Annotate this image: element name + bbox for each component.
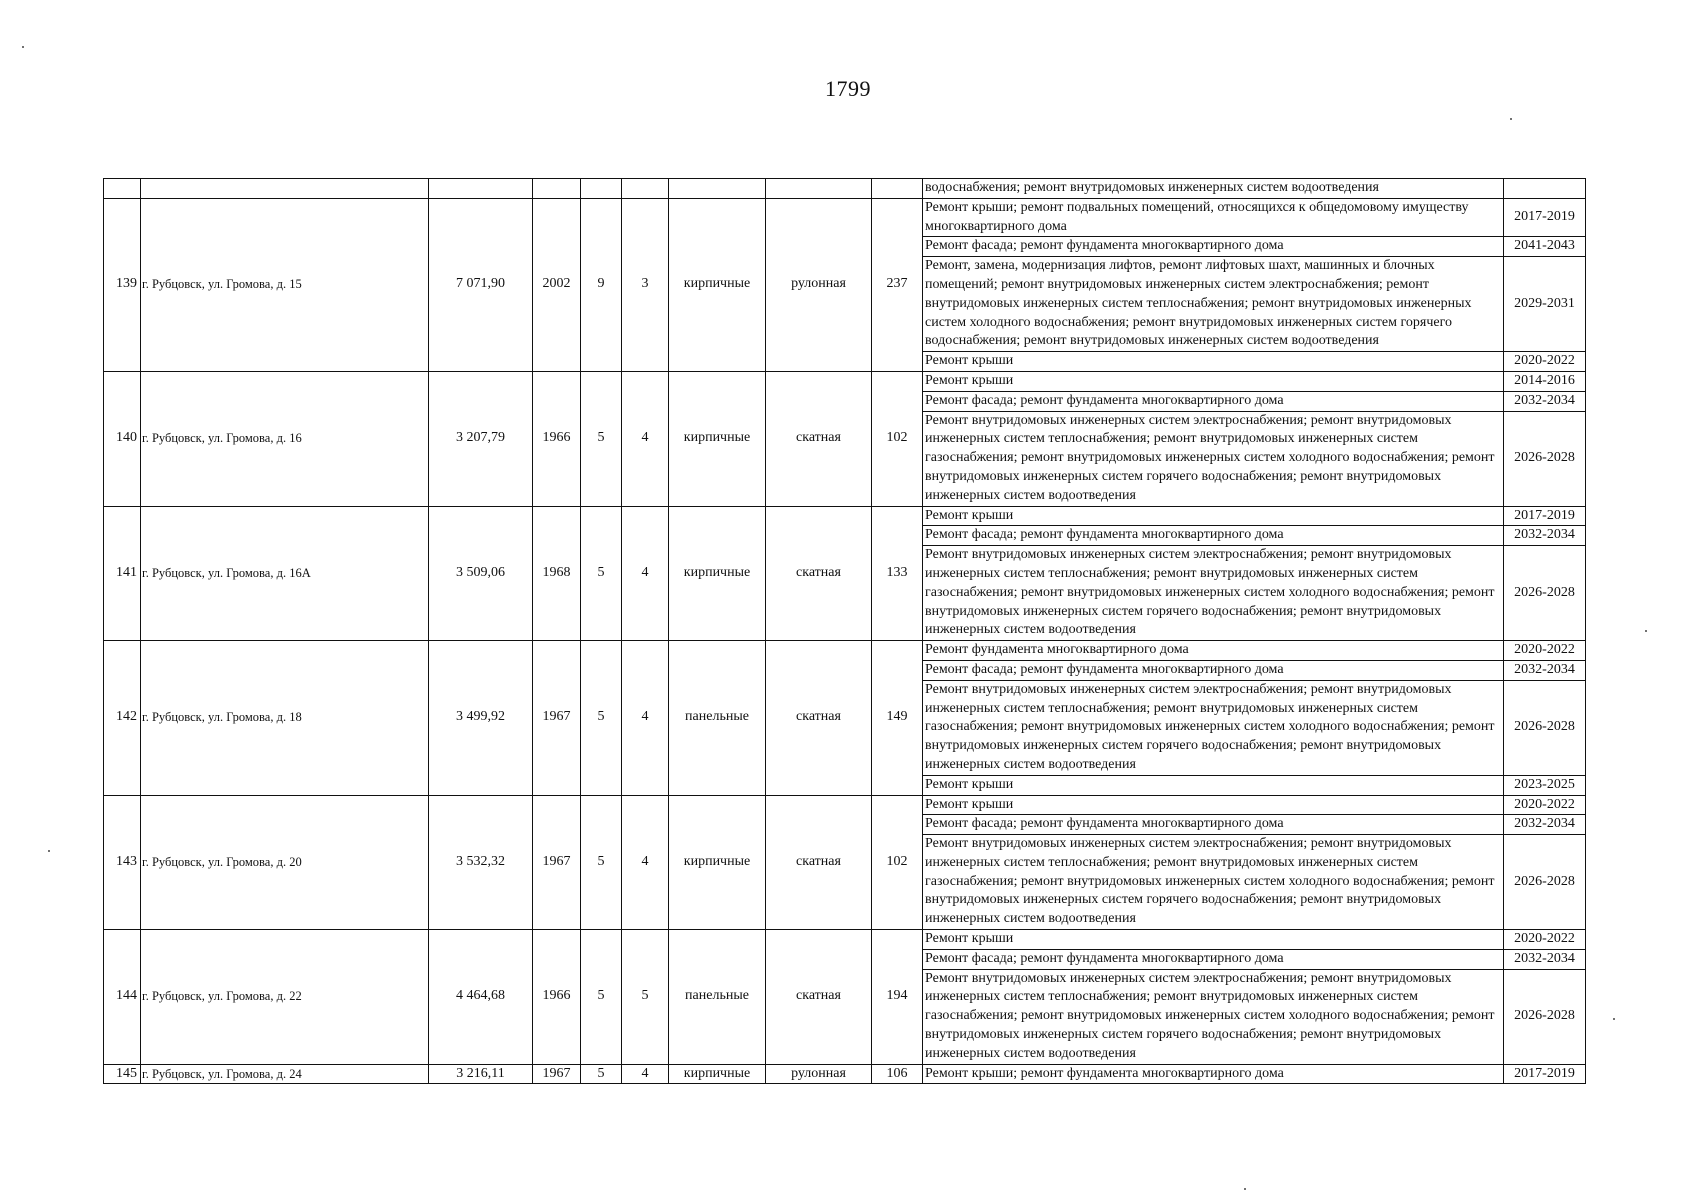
year-cell: 1968: [533, 506, 581, 641]
area-cell: 3 216,11: [429, 1064, 533, 1084]
work-cell: Ремонт крыши: [923, 795, 1504, 815]
num-cell: 139: [104, 198, 141, 371]
period-cell: 2032-2034: [1504, 815, 1586, 835]
entrances-cell: 4: [622, 371, 669, 506]
work-cell: Ремонт крыши: [923, 506, 1504, 526]
year-cell: 2002: [533, 198, 581, 371]
period-cell: 2017-2019: [1504, 198, 1586, 237]
work-cell: Ремонт фасада; ремонт фундамента многоквартирного дома: [923, 949, 1504, 969]
period-cell: 2032-2034: [1504, 391, 1586, 411]
year-cell: 1966: [533, 930, 581, 1065]
table-row: [104, 506, 1586, 526]
address-cell: г. Рубцовск, ул. Громова, д. 15: [141, 198, 429, 371]
work-cell: водоснабжения; ремонт внутридомовых инженерных систем водоотведения: [923, 179, 1504, 199]
address-cell: [141, 179, 429, 199]
entrances-cell: 4: [622, 641, 669, 795]
residents-cell: 102: [872, 795, 923, 930]
floors-cell: 5: [581, 795, 622, 930]
num-cell: 145: [104, 1064, 141, 1084]
residents-cell: 102: [872, 371, 923, 506]
num-cell: [104, 179, 141, 199]
scan-speck: [48, 850, 50, 852]
roof-cell: скатная: [766, 795, 872, 930]
period-cell: 2020-2022: [1504, 352, 1586, 372]
address-cell: г. Рубцовск, ул. Громова, д. 24: [141, 1064, 429, 1084]
residents-cell: [872, 179, 923, 199]
work-cell: Ремонт крыши; ремонт фундамента многоквартирного дома: [923, 1064, 1504, 1084]
floors-cell: 5: [581, 930, 622, 1065]
table-row: [104, 1064, 1586, 1084]
roof-cell: скатная: [766, 930, 872, 1065]
year-cell: 1967: [533, 795, 581, 930]
roof-cell: скатная: [766, 506, 872, 641]
floors-cell: 9: [581, 198, 622, 371]
year-cell: 1967: [533, 641, 581, 795]
roof-cell: скатная: [766, 371, 872, 506]
continuation-row: [104, 179, 1586, 199]
num-cell: 142: [104, 641, 141, 795]
address-cell: г. Рубцовск, ул. Громова, д. 16: [141, 371, 429, 506]
period-cell: 2032-2034: [1504, 949, 1586, 969]
work-cell: Ремонт крыши: [923, 352, 1504, 372]
roof-cell: скатная: [766, 641, 872, 795]
walls-cell: кирпичные: [669, 198, 766, 371]
walls-cell: кирпичные: [669, 371, 766, 506]
walls-cell: панельные: [669, 930, 766, 1065]
table-row: [104, 641, 1586, 661]
work-cell: Ремонт внутридомовых инженерных систем электроснабжения; ремонт внутридомовых инженерных систем теплоснабжения; ремонт внутридомовых инженерных систем газоснабжения; ремонт внутридомовых инженерных систем холодного водоснабжения; ремонт внутридомовых инженерных систем горячего водоснабжения; ремонт внутридомовых инженерных систем водоотведения: [923, 680, 1504, 775]
page-number: 1799: [825, 76, 871, 101]
residents-cell: 133: [872, 506, 923, 641]
table-row: [104, 198, 1586, 237]
year-cell: [533, 179, 581, 199]
table-row: [104, 371, 1586, 391]
work-cell: Ремонт фасада; ремонт фундамента многоквартирного дома: [923, 391, 1504, 411]
walls-cell: кирпичные: [669, 506, 766, 641]
period-cell: 2026-2028: [1504, 411, 1586, 506]
area-cell: [429, 179, 533, 199]
work-cell: Ремонт крыши: [923, 775, 1504, 795]
work-cell: Ремонт крыши: [923, 371, 1504, 391]
year-cell: 1967: [533, 1064, 581, 1084]
residents-cell: 237: [872, 198, 923, 371]
walls-cell: панельные: [669, 641, 766, 795]
work-cell: Ремонт фасада; ремонт фундамента многоквартирного дома: [923, 660, 1504, 680]
entrances-cell: 4: [622, 795, 669, 930]
num-cell: 141: [104, 506, 141, 641]
work-cell: Ремонт, замена, модернизация лифтов, ремонт лифтовых шахт, машинных и блочных помещений; ремонт внутридомовых инженерных систем электроснабжения; ремонт внутридомовых инженерных систем теплоснабжения; ремонт внутридомовых инженерных систем холодного водоснабжения; ремонт внутридомовых инженерных систем горячего водоснабжения; ремонт внутридомовых инженерных систем водоотведения: [923, 257, 1504, 352]
residents-cell: 106: [872, 1064, 923, 1084]
period-cell: 2014-2016: [1504, 371, 1586, 391]
scan-speck: [1510, 118, 1512, 120]
walls-cell: [669, 179, 766, 199]
period-cell: 2017-2019: [1504, 506, 1586, 526]
work-cell: Ремонт фасада; ремонт фундамента многоквартирного дома: [923, 815, 1504, 835]
year-cell: 1966: [533, 371, 581, 506]
table-row: [104, 795, 1586, 815]
floors-cell: 5: [581, 1064, 622, 1084]
work-cell: Ремонт крыши: [923, 930, 1504, 950]
work-cell: Ремонт внутридомовых инженерных систем электроснабжения; ремонт внутридомовых инженерных систем теплоснабжения; ремонт внутридомовых инженерных систем газоснабжения; ремонт внутридомовых инженерных систем холодного водоснабжения; ремонт внутридомовых инженерных систем горячего водоснабжения; ремонт внутридомовых инженерных систем водоотведения: [923, 411, 1504, 506]
period-cell: 2026-2028: [1504, 969, 1586, 1064]
work-cell: Ремонт фасада; ремонт фундамента многоквартирного дома: [923, 237, 1504, 257]
address-cell: г. Рубцовск, ул. Громова, д. 16А: [141, 506, 429, 641]
period-cell: 2026-2028: [1504, 835, 1586, 930]
scan-speck: [1645, 630, 1647, 632]
entrances-cell: 3: [622, 198, 669, 371]
floors-cell: 5: [581, 506, 622, 641]
table-row: [104, 930, 1586, 950]
period-cell: 2020-2022: [1504, 795, 1586, 815]
entrances-cell: [622, 179, 669, 199]
residents-cell: 194: [872, 930, 923, 1065]
period-cell: 2026-2028: [1504, 680, 1586, 775]
period-cell: 2026-2028: [1504, 546, 1586, 641]
period-cell: 2017-2019: [1504, 1064, 1586, 1084]
scan-speck: [1244, 1188, 1246, 1190]
roof-cell: [766, 179, 872, 199]
scan-speck: [1613, 1018, 1615, 1020]
address-cell: г. Рубцовск, ул. Громова, д. 18: [141, 641, 429, 795]
work-cell: Ремонт внутридомовых инженерных систем электроснабжения; ремонт внутридомовых инженерных систем теплоснабжения; ремонт внутридомовых инженерных систем газоснабжения; ремонт внутридомовых инженерных систем холодного водоснабжения; ремонт внутридомовых инженерных систем горячего водоснабжения; ремонт внутридомовых инженерных систем водоотведения: [923, 546, 1504, 641]
residents-cell: 149: [872, 641, 923, 795]
entrances-cell: 4: [622, 1064, 669, 1084]
scan-speck: [22, 46, 24, 48]
entrances-cell: 4: [622, 506, 669, 641]
period-cell: 2041-2043: [1504, 237, 1586, 257]
walls-cell: кирпичные: [669, 1064, 766, 1084]
period-cell: 2020-2022: [1504, 930, 1586, 950]
address-cell: г. Рубцовск, ул. Громова, д. 22: [141, 930, 429, 1065]
num-cell: 143: [104, 795, 141, 930]
area-cell: 3 207,79: [429, 371, 533, 506]
repair-schedule-table: [103, 178, 1586, 1084]
work-cell: Ремонт крыши; ремонт подвальных помещений, относящихся к общедомовому имуществу многоквартирного дома: [923, 198, 1504, 237]
floors-cell: 5: [581, 641, 622, 795]
roof-cell: рулонная: [766, 198, 872, 371]
period-cell: 2032-2034: [1504, 660, 1586, 680]
roof-cell: рулонная: [766, 1064, 872, 1084]
period-cell: 2032-2034: [1504, 526, 1586, 546]
entrances-cell: 5: [622, 930, 669, 1065]
area-cell: 3 509,06: [429, 506, 533, 641]
num-cell: 144: [104, 930, 141, 1065]
period-cell: [1504, 179, 1586, 199]
period-cell: 2020-2022: [1504, 641, 1586, 661]
work-cell: Ремонт фундамента многоквартирного дома: [923, 641, 1504, 661]
work-cell: Ремонт внутридомовых инженерных систем электроснабжения; ремонт внутридомовых инженерных систем теплоснабжения; ремонт внутридомовых инженерных систем газоснабжения; ремонт внутридомовых инженерных систем холодного водоснабжения; ремонт внутридомовых инженерных систем горячего водоснабжения; ремонт внутридомовых инженерных систем водоотведения: [923, 835, 1504, 930]
area-cell: 7 071,90: [429, 198, 533, 371]
work-cell: Ремонт внутридомовых инженерных систем электроснабжения; ремонт внутридомовых инженерных систем теплоснабжения; ремонт внутридомовых инженерных систем газоснабжения; ремонт внутридомовых инженерных систем холодного водоснабжения; ремонт внутридомовых инженерных систем горячего водоснабжения; ремонт внутридомовых инженерных систем водоотведения: [923, 969, 1504, 1064]
walls-cell: кирпичные: [669, 795, 766, 930]
floors-cell: [581, 179, 622, 199]
address-cell: г. Рубцовск, ул. Громова, д. 20: [141, 795, 429, 930]
period-cell: 2029-2031: [1504, 257, 1586, 352]
area-cell: 3 499,92: [429, 641, 533, 795]
floors-cell: 5: [581, 371, 622, 506]
period-cell: 2023-2025: [1504, 775, 1586, 795]
area-cell: 4 464,68: [429, 930, 533, 1065]
work-cell: Ремонт фасада; ремонт фундамента многоквартирного дома: [923, 526, 1504, 546]
area-cell: 3 532,32: [429, 795, 533, 930]
num-cell: 140: [104, 371, 141, 506]
